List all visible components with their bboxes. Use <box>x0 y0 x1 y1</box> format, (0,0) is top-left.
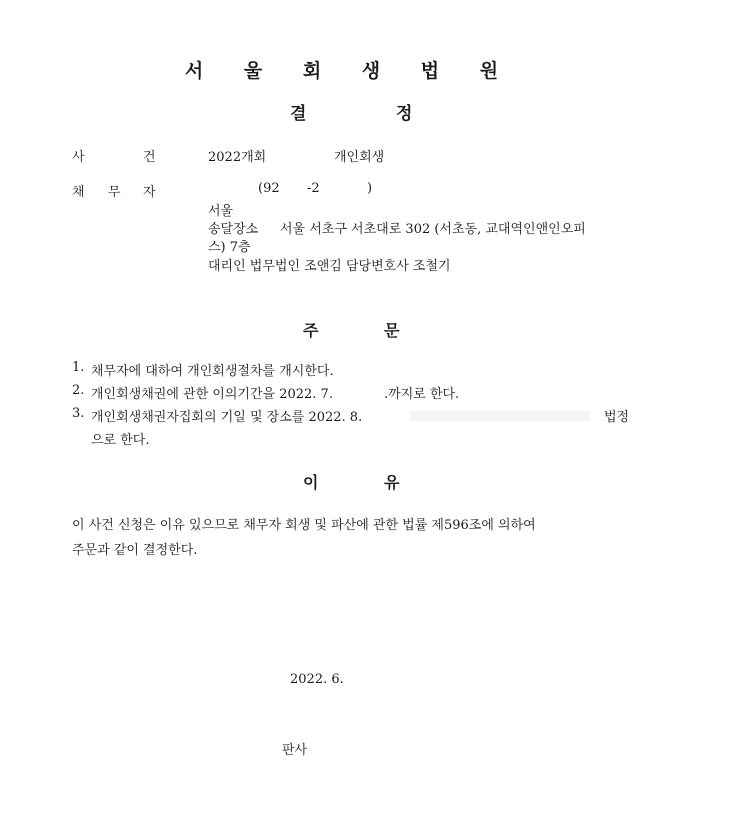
case-number: 2022개회 <box>208 150 267 165</box>
order-3-text-after: 법정 <box>604 410 630 425</box>
judge-label: 판사 <box>282 743 308 758</box>
order-2-text-before: 개인회생채권에 관한 이의기간을 2022. 7. <box>91 387 333 402</box>
delivery-address-line1: 서울 서초구 서초대로 302 (서초동, 교대역인앤인오피 <box>280 222 586 237</box>
reason-heading-left: 이 <box>303 473 319 492</box>
debtor-label-char-1: 채 <box>72 185 85 200</box>
order-heading-left: 주 <box>303 321 319 340</box>
order-2-number: 2. <box>72 383 85 398</box>
debtor-label-char-3: 자 <box>143 185 156 200</box>
debtor-address: 서울 <box>208 204 234 219</box>
debtor-id-part-2: -2 <box>307 181 320 196</box>
case-label-char-2: 건 <box>143 150 156 165</box>
doc-title-right: 정 <box>396 104 413 124</box>
order-1-text: 채무자에 대하여 개인회생절차를 개시한다. <box>91 364 334 379</box>
order-2-text-after: .까지로 한다. <box>384 387 460 402</box>
delivery-address-line2: 스) 7층 <box>208 240 251 255</box>
court-name: 서 울 회 생 법 원 <box>184 60 516 82</box>
redaction-mark <box>410 411 590 421</box>
debtor-id-part-3: ) <box>367 181 373 196</box>
reason-line-2: 주문과 같이 결정한다. <box>72 543 198 558</box>
doc-title-left: 결 <box>290 104 307 124</box>
order-3-continuation: 으로 한다. <box>91 433 150 448</box>
order-heading-right: 문 <box>384 321 400 340</box>
reason-line-1: 이 사건 신청은 이유 있으므로 채무자 회생 및 파산에 관한 법률 제596조에 의하여 <box>72 518 536 533</box>
representative: 대리인 법무법인 조앤김 담당변호사 조철기 <box>208 259 451 274</box>
order-1-number: 1. <box>72 360 85 375</box>
decision-date: 2022. 6. <box>290 672 344 687</box>
delivery-label: 송달장소 <box>208 222 259 237</box>
case-label-char-1: 사 <box>72 150 85 165</box>
debtor-id-part-1: (92 <box>258 181 280 196</box>
case-type: 개인회생 <box>334 150 385 165</box>
debtor-label-char-2: 무 <box>108 185 121 200</box>
order-3-number: 3. <box>72 406 85 421</box>
order-3-text-before: 개인회생채권자집회의 기일 및 장소를 2022. 8. <box>91 410 363 425</box>
reason-heading-right: 유 <box>384 473 400 492</box>
